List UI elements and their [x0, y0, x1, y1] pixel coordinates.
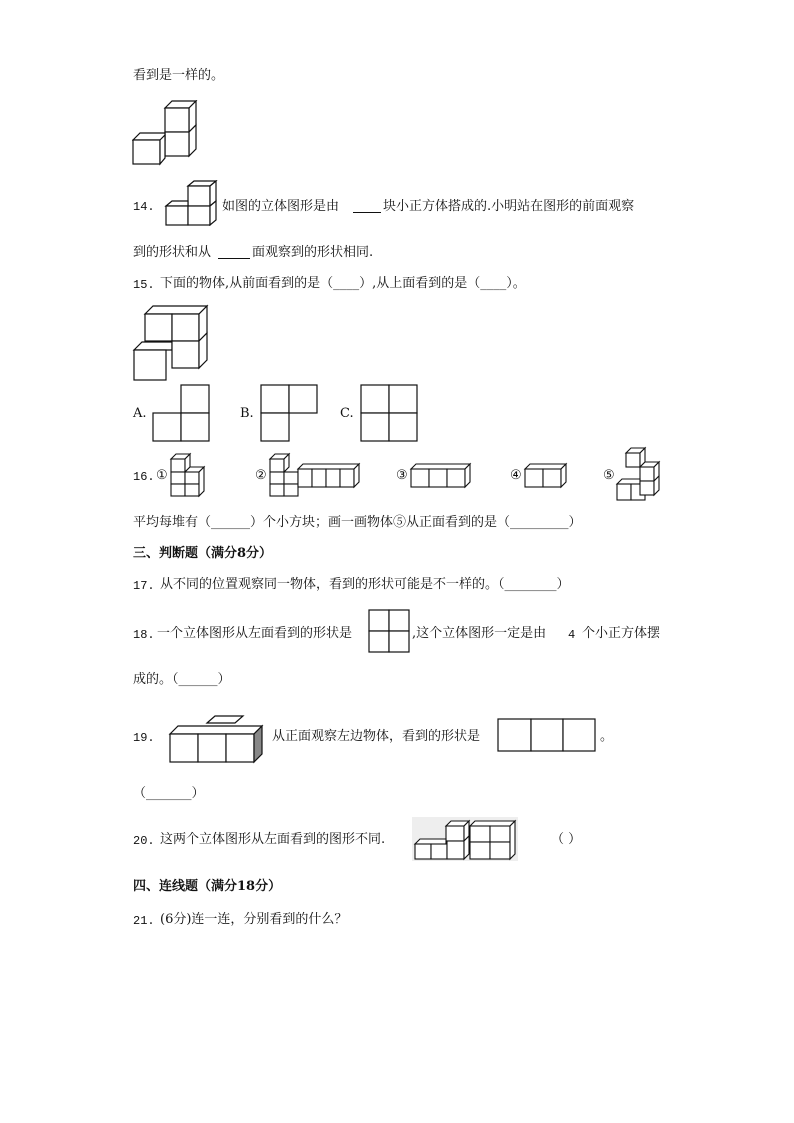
q20-answer[interactable]: （ ） [551, 832, 582, 847]
q14-text-1: 如图的立体图形是由 [222, 199, 340, 214]
q18-left-view-shape [368, 609, 410, 653]
q18-text-4: 成的。（______） [133, 672, 231, 687]
q19-cube-figure [167, 714, 267, 766]
q15-cube-figure [132, 303, 214, 383]
q20-number: 20. [133, 834, 155, 848]
q15-text: 下面的物体,从前面看到的是（____）,从上面看到的是（____）。 [160, 276, 526, 291]
q21-text: (6分)连一连，分别看到的什么？ [160, 912, 348, 927]
q13-cube-figure [132, 100, 202, 166]
q14-blank-1[interactable] [353, 200, 381, 213]
q15-option-c-label: C. [340, 406, 354, 421]
q16-number: 16. [133, 470, 155, 484]
q18-number: 18. [133, 628, 155, 642]
q18-text-3: 个小正方体摆 [582, 626, 661, 641]
q21-number: 21. [133, 914, 155, 928]
q16-marker-5: ⑤ [603, 468, 615, 483]
q19-period: 。 [600, 729, 614, 744]
q15-option-b-label: B. [240, 406, 254, 421]
q16-figure-1 [168, 452, 208, 498]
q15-option-c-shape[interactable] [360, 384, 420, 442]
q16-figure-2 [267, 452, 363, 498]
q18-count: 4 [568, 628, 576, 642]
q13-tail-text: 看到是一样的。 [133, 68, 225, 83]
q19-answer[interactable]: （_______） [133, 786, 205, 801]
q16-marker-4: ④ [510, 468, 522, 483]
q19-front-view-shape [497, 718, 597, 752]
q16-marker-3: ③ [396, 468, 408, 483]
q16-marker-1: ① [156, 468, 168, 483]
q19-number: 19. [133, 731, 155, 745]
q17-text: 从不同的位置观察同一物体，看到的形状可能是不一样的。（________） [160, 577, 570, 592]
q16-text: 平均每堆有（______）个小方块；画一画物体⑤从正面看到的是（_________） [133, 515, 582, 530]
q14-text-2: 块小正方体搭成的.小明站在图形的前面观察 [383, 199, 635, 214]
q16-figure-5 [615, 446, 661, 502]
q15-option-a-shape[interactable] [152, 384, 212, 442]
q18-text-1: 一个立体图形从左面看到的形状是 [157, 626, 353, 641]
section-4-title: 四、连线题（满分18分） [133, 879, 282, 894]
q20-cube-figures [412, 817, 518, 861]
q16-figure-4 [522, 462, 570, 490]
q16-figure-3 [408, 462, 472, 490]
section-3-title: 三、判断题（满分8分） [133, 546, 273, 561]
q18-text-2: ,这个立体图形一定是由 [412, 626, 547, 641]
q17-number: 17. [133, 579, 155, 593]
q14-text-3: 到的形状和从 [133, 245, 212, 260]
q20-text: 这两个立体图形从左面看到的图形不同. [160, 832, 386, 847]
q14-cube-figure [160, 180, 220, 226]
q19-text: 从正面观察左边物体，看到的形状是 [272, 729, 481, 744]
q15-option-a-label: A. [133, 406, 147, 421]
q16-marker-2: ② [255, 468, 267, 483]
q15-number: 15. [133, 278, 155, 292]
q14-blank-2[interactable] [218, 246, 250, 259]
q14-number: 14. [133, 200, 155, 214]
q15-option-b-shape[interactable] [260, 384, 320, 442]
q14-text-4: 面观察到的形状相同. [252, 245, 374, 260]
